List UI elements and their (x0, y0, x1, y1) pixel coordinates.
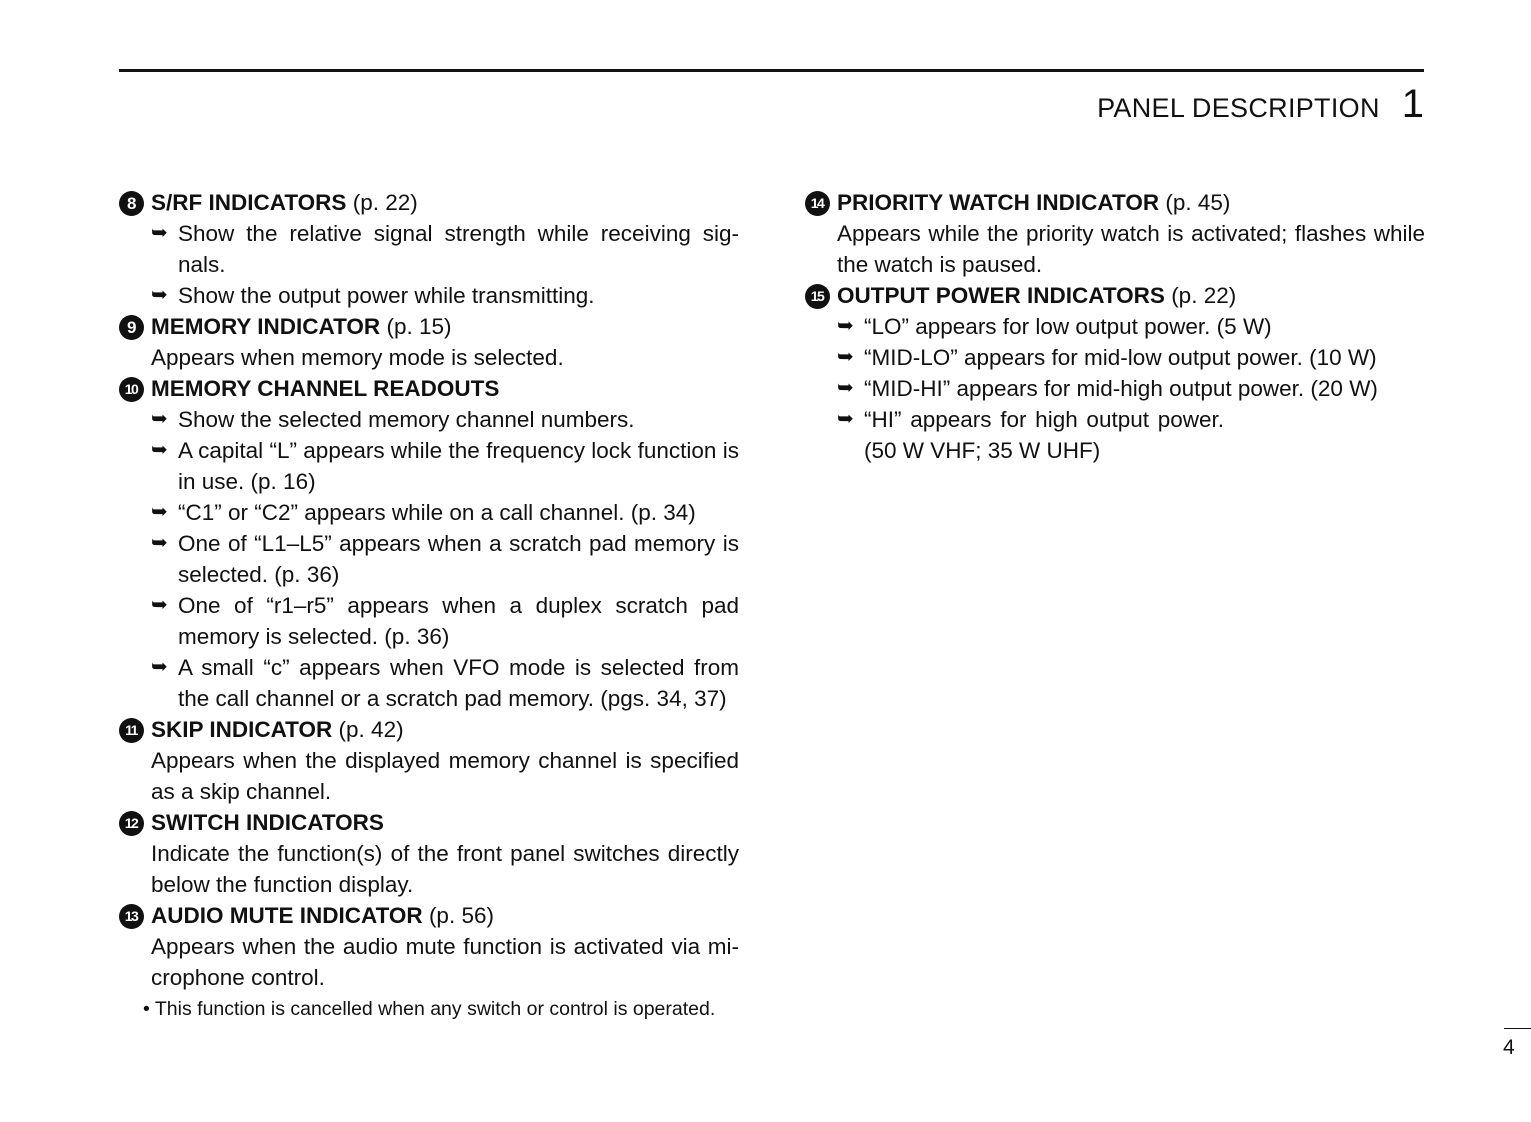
arrow-bullet-icon: ➥ (837, 315, 854, 337)
circled-number-icon: 15 (805, 284, 830, 309)
item-audio-mute-indicator (119, 900, 739, 1022)
circled-number-icon: 11 (119, 718, 144, 743)
item-title: MEMORY INDICATOR (151, 314, 381, 339)
bullet-item (151, 404, 739, 435)
item-title: SWITCH INDICATORS (151, 810, 384, 835)
item-title: OUTPUT POWER INDICATORS (837, 283, 1165, 308)
item-description: Indicate the function(s) of the front panel switches directly below the function display. (151, 841, 739, 897)
item-heading (151, 900, 739, 931)
item-title: S/RF INDICATORS (151, 190, 347, 215)
bullet-item (837, 404, 1224, 466)
header-rule (119, 69, 1424, 72)
bullet-text: Show the relative signal strength while receiving sig-nals. (178, 221, 739, 277)
bullet-item (151, 497, 739, 528)
section-number: 1 (1401, 82, 1424, 126)
item-title: SKIP INDICATOR (151, 717, 333, 742)
left-column (119, 187, 739, 1022)
arrow-bullet-icon: ➥ (837, 408, 854, 430)
item-title: MEMORY CHANNEL READOUTS (151, 376, 500, 401)
arrow-bullet-icon: ➥ (151, 532, 168, 554)
bullet-text: “LO” appears for low output power. (5 W) (864, 314, 1272, 339)
bullet-text: Show the selected memory channel numbers. (178, 407, 635, 432)
item-heading (151, 807, 739, 838)
item-heading (151, 714, 739, 745)
page-header (1097, 82, 1424, 127)
section-title: PANEL DESCRIPTION (1097, 93, 1380, 123)
bullet-text: “HI” appears for high output power. (50 W VHF; 35 W UHF) (864, 407, 1224, 463)
page-reference: (p. 42) (338, 717, 404, 742)
bullet-text: “MID-LO” appears for mid-low output power. (10 W) (864, 345, 1377, 370)
circled-number-icon: 12 (119, 811, 144, 836)
item-heading (151, 311, 739, 342)
arrow-bullet-icon: ➥ (151, 284, 168, 306)
arrow-bullet-icon: ➥ (151, 656, 168, 678)
arrow-bullet-icon: ➥ (151, 222, 168, 244)
bullet-text: A small “c” appears when VFO mode is selected from the call channel or a scratch pad memory. (pgs. 34, 37) (178, 655, 739, 711)
item-note: • This function is cancelled when any switch or control is operated. (143, 998, 716, 1020)
item-memory-channel-readouts (119, 373, 739, 714)
item-heading (151, 373, 739, 404)
bullet-item (151, 218, 739, 280)
page-reference: (p. 45) (1165, 190, 1231, 215)
page-reference: (p. 15) (386, 314, 452, 339)
bullet-text: One of “r1–r5” appears when a duplex scratch pad memory is selected. (p. 36) (178, 593, 739, 649)
item-memory-indicator (119, 311, 739, 373)
bullet-item (151, 280, 739, 311)
item-skip-indicator (119, 714, 739, 807)
page-reference: (p. 22) (1171, 283, 1237, 308)
bullet-item (151, 528, 739, 590)
item-title: AUDIO MUTE INDICATOR (151, 903, 423, 928)
item-srf-indicators (119, 187, 739, 311)
bullet-text: One of “L1–L5” appears when a scratch pad memory is selected. (p. 36) (178, 531, 739, 587)
item-heading (151, 187, 739, 218)
circled-number-icon: 14 (805, 191, 830, 216)
circled-number-icon: 8 (119, 191, 144, 216)
circled-number-icon: 9 (119, 315, 144, 340)
page-number: 4 (1503, 1036, 1515, 1059)
page-reference: (p. 22) (352, 190, 418, 215)
item-output-power-indicators (805, 280, 1425, 466)
bullet-item (837, 342, 1425, 373)
bullet-text: Show the output power while transmitting. (178, 283, 595, 308)
bullet-item (151, 652, 739, 714)
circled-number-icon: 10 (119, 377, 144, 402)
arrow-bullet-icon: ➥ (151, 501, 168, 523)
item-title: PRIORITY WATCH INDICATOR (837, 190, 1160, 215)
bullet-text: “MID-HI” appears for mid-high output power. (20 W) (864, 376, 1378, 401)
arrow-bullet-icon: ➥ (151, 439, 168, 461)
bullet-text: “C1” or “C2” appears while on a call channel. (p. 34) (178, 500, 696, 525)
circled-number-icon: 13 (119, 904, 144, 929)
bullet-item (837, 311, 1425, 342)
item-heading (837, 280, 1425, 311)
bullet-text: A capital “L” appears while the frequency lock function is in use. (p. 16) (178, 438, 739, 494)
page-number-rule (1504, 1028, 1531, 1029)
item-heading (837, 187, 1425, 218)
arrow-bullet-icon: ➥ (151, 594, 168, 616)
item-priority-watch-indicator (805, 187, 1425, 280)
bullet-item (151, 590, 739, 652)
item-description: Appears when the audio mute function is activated via mi-crophone control. (151, 934, 739, 990)
arrow-bullet-icon: ➥ (837, 346, 854, 368)
arrow-bullet-icon: ➥ (837, 377, 854, 399)
page-reference: (p. 56) (428, 903, 494, 928)
item-description: Appears when memory mode is selected. (151, 345, 564, 370)
bullet-item (151, 435, 739, 497)
item-description: Appears when the displayed memory channel is specified as a skip channel. (151, 748, 739, 804)
right-column (805, 187, 1425, 466)
bullet-item (837, 373, 1425, 404)
arrow-bullet-icon: ➥ (151, 408, 168, 430)
item-switch-indicators (119, 807, 739, 900)
item-description: Appears while the priority watch is activated; flashes while the watch is paused. (837, 221, 1425, 277)
